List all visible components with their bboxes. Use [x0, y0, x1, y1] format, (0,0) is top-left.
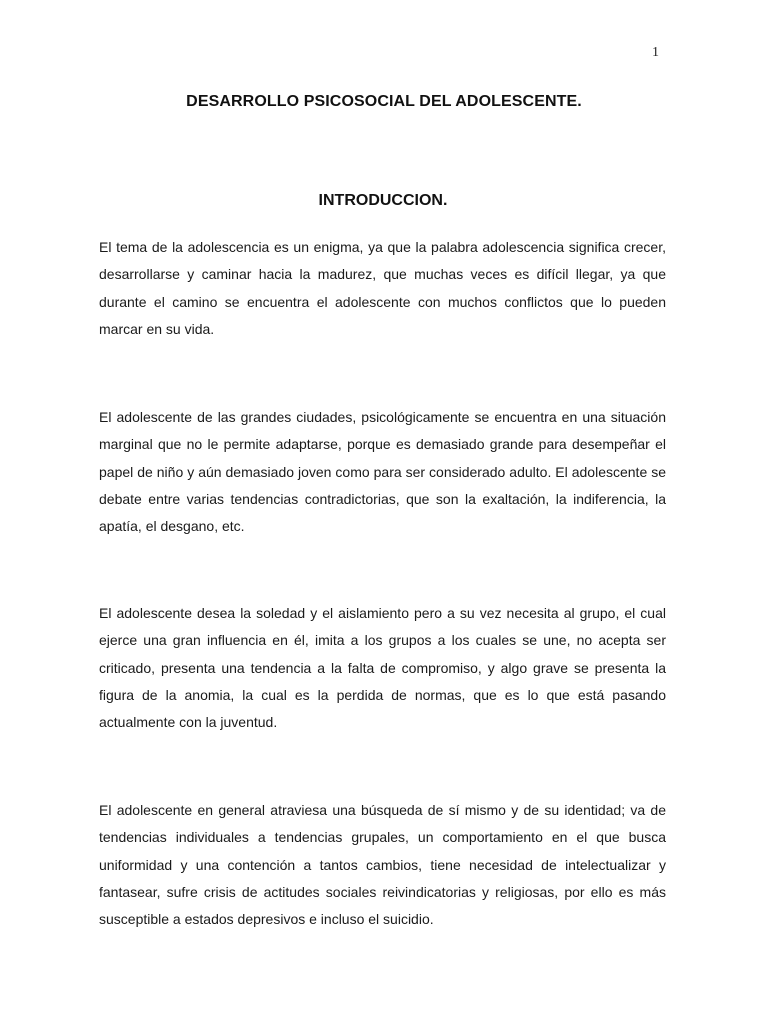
paragraph-4: El adolescente en general atraviesa una búsqueda de sí mismo y de su identidad; va de tendencias individuales a tendencias grupales, un comportamiento en el que busca uniformidad y una contención a tantos cambios, tiene necesidad de intelectualizar y fantasear, sufre crisis de actitudes sociales reivindicatorias y religiosas, por ello es más susceptible a estados depresivos e incluso el suicidio. — [99, 802, 666, 928]
paragraph-3: El adolescente desea la soledad y el aislamiento pero a su vez necesita al grupo, el cual ejerce una gran influencia en él, imita a los grupos a los cuales se une, no acepta ser criticado, presenta una tendencia a la falta de compromiso, y algo grave se presenta la figura de la anomia, la cual es la perdida de normas, que es lo que está pasando actualmente con la juventud. — [99, 605, 666, 731]
section-heading: INTRODUCCION. — [318, 192, 448, 209]
paragraph-1: El tema de la adolescencia es un enigma, ya que la palabra adolescencia significa crecer, desarrollarse y caminar hacia la madurez, que muchas veces es difícil llegar, ya que durante el camino se encuentra el adolescente con muchos conflictos que lo pueden marcar en su vida. — [99, 239, 666, 337]
document-title: DESARROLLO PSICOSOCIAL DEL ADOLESCENTE. — [186, 93, 582, 110]
paragraph-2: El adolescente de las grandes ciudades, psicológicamente se encuentra en una situación marginal que no le permite adaptarse, porque es demasiado grande para desempeñar el papel de niño y aún demasiado joven como para ser considerado adulto. El adolescente se debate entre varias tendencias contradictorias, que son la exaltación, la indiferencia, la apatía, el desgano, etc. — [99, 409, 666, 535]
page-number: 1 — [652, 45, 659, 60]
